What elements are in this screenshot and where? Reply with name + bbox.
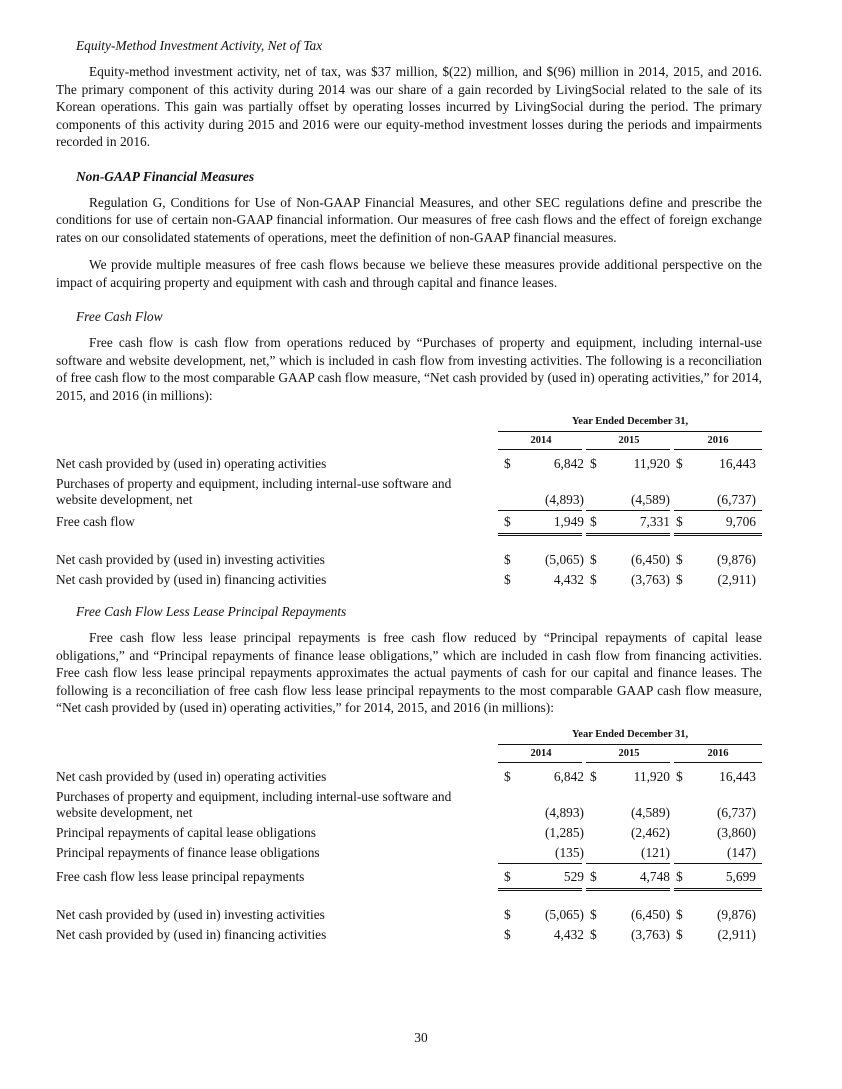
table-caption: Year Ended December 31, [571, 728, 689, 740]
nongaap-heading: Non-GAAP Financial Measures [76, 168, 255, 184]
table-row: Net cash provided by (used in) investing activities $ (5,065) $ (6,450) $ (9,876) [56, 906, 756, 922]
table-row: Net cash provided by (used in) operating activities $ 6,842 $ 11,920 $ 16,443 [56, 768, 756, 784]
nongaap-paragraph-1: Regulation G, Conditions for Use of Non-GAAP Financial Measures, and other SEC regulations define and prescribe the conditions for use of certain non-GAAP financial information. Our measures of free cash flows and the effect of foreign exchange rates on our consolidated statements of operations, meet the definition of non-GAAP financial measures. [56, 194, 762, 245]
table-row: Principal repayments of finance lease obligations (135) (121) (147) [56, 844, 756, 860]
table-caption: Year Ended December 31, [571, 416, 689, 427]
fcfl-heading: Free Cash Flow Less Lease Principal Repayments [76, 604, 347, 619]
fcfl-paragraph: Free cash flow less lease principal repayments is free cash flow reduced by “Principal repayments of capital lease obligations,” and “Principal repayments of finance lease obligations,” which are included in cash flow from financing activities. Free cash flow less lease principal repayments approximates the actual payments of cash for our capital and finance leases. The following is a reconciliation of free cash flow less lease principal repayments to the most comparable GAAP cash flow measure, “Net cash provided by (used in) operating activities,” for 2014, 2015, and 2016 (in millions): [56, 630, 762, 715]
fcf-heading: Free Cash Flow [76, 309, 163, 324]
year-header: 2014 [530, 435, 552, 446]
table-row: Net cash provided by (used in) operating activities $ 6,842 $ 11,920 $ 16,443 [56, 456, 756, 471]
table-row: Net cash provided by (used in) investing activities $ (5,065) $ (6,450) $ (9,876) [56, 552, 756, 567]
year-header: 2016 [707, 747, 729, 759]
table-row: Purchases of property and equipment, including internal-use software and website development, net (4,893) (4,589) (6,737) [56, 476, 756, 507]
document-page [56, 38, 762, 945]
equity-heading: Equity-Method Investment Activity, Net of Tax [76, 38, 323, 53]
page-number: 30 [414, 1030, 428, 1045]
free-cash-flow-less-lease-table [56, 727, 762, 945]
fcf-paragraph: Free cash flow is cash flow from operations reduced by “Purchases of property and equipment, including internal-use software and website development, net,” which is included in cash flow from investing activities. The following is a reconciliation of free cash flow to the most comparable GAAP cash flow measure, “Net cash provided by (used in) operating activities,” for 2014, 2015, and 2016 (in millions): [56, 335, 763, 403]
table-row: Principal repayments of capital lease obligations (1,285) (2,462) (3,860) [56, 824, 756, 840]
year-header: 2015 [618, 435, 640, 446]
table-row: Free cash flow less lease principal repayments $ 529 $ 4,748 $ 5,699 [56, 863, 762, 887]
year-header: 2015 [618, 747, 640, 759]
free-cash-flow-table [56, 414, 762, 590]
table-row: Net cash provided by (used in) financing activities $ 4,432 $ (3,763) $ (2,911) [56, 926, 756, 942]
nongaap-paragraph-2: We provide multiple measures of free cash flows because we believe these measures provide additional perspective on the impact of acquiring property and equipment with cash and through capital and finance leases. [56, 257, 762, 290]
table-row: Free cash flow $ 1,949 $ 7,331 $ 9,706 [56, 510, 762, 532]
year-header: 2016 [707, 435, 729, 446]
table-row: Purchases of property and equipment, including internal-use software and website development, net (4,893) (4,589) (6,737) [56, 788, 756, 820]
equity-paragraph: Equity-method investment activity, net of tax, was $37 million, $(22) million, and $(96) million in 2014, 2015, and 2016. The primary component of this activity during 2014 was our share of a gain recorded by LivingSocial related to the sale of its Korean operations. This gain was partially offset by operating losses incurred by LivingSocial during the period. The primary components of this activity during 2015 and 2016 were our equity-method investment losses during the periods and impairments recorded in 2016. [56, 64, 762, 149]
table-row: Net cash provided by (used in) financing activities $ 4,432 $ (3,763) $ (2,911) [56, 572, 756, 587]
year-header: 2014 [530, 747, 552, 759]
